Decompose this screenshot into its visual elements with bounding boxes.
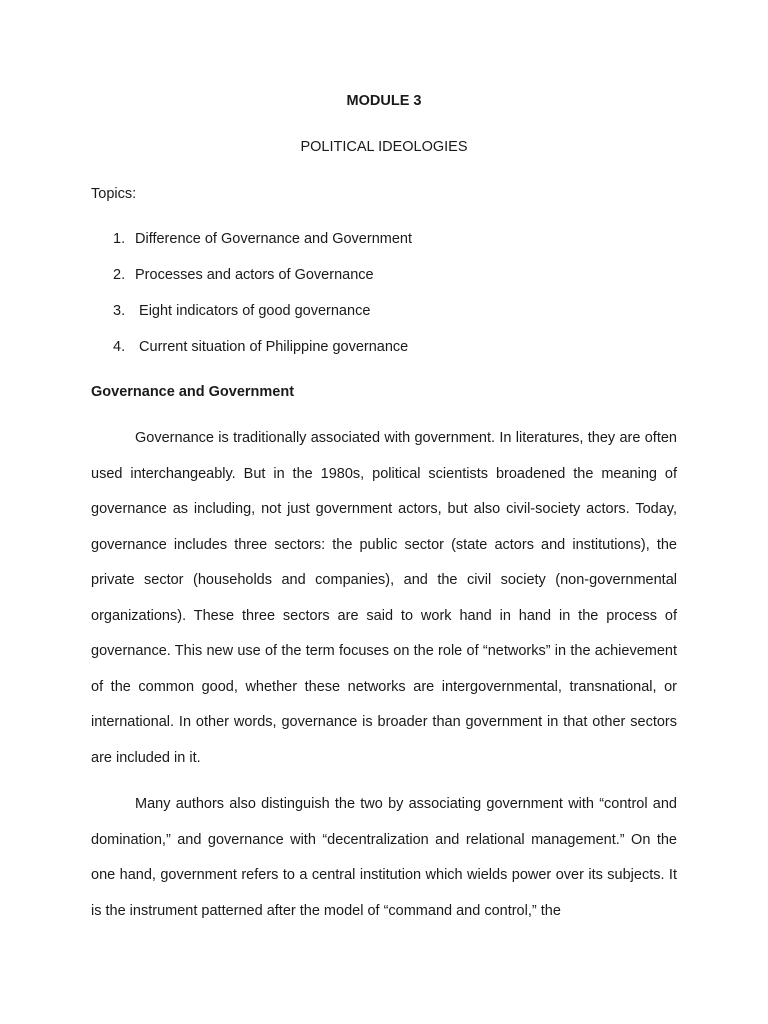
topic-number: 3. — [113, 303, 126, 319]
body-paragraph — [91, 421, 677, 776]
topic-text: Difference of Governance and Government — [135, 231, 413, 247]
topic-text: Processes and actors of Governance — [135, 267, 374, 283]
topic-text: Eight indicators of good governance — [135, 303, 371, 319]
topic-item — [113, 303, 370, 319]
topic-item — [113, 231, 412, 247]
module-title: MODULE 3 — [346, 93, 422, 109]
topics-label: Topics: — [91, 186, 137, 202]
paragraph-text: Governance is traditionally associated with government. In literatures, they are often used interchangeably. But in the 1980s, political scientists broadened the meaning of governance as including, not just government actors, but also civil-society actors. Today, governance includes three sectors: the public sector (state actors and institutions), the private sector (households and companies), and the civil society (non-governmental organizations). These three sectors are said to work hand in hand in the process of governance. This new use of the term focuses on the role of “networks” in the achievement of the common good, whether these networks are intergovernmental, transnational, or international. In other words, governance is broader than government in that other sectors are included in it. — [91, 430, 677, 766]
topic-number: 4. — [113, 339, 126, 355]
topic-item — [113, 339, 408, 355]
paragraph-text: Many authors also distinguish the two by associating government with “control and domination,” and governance with “decentralization and relational management.” On the one hand, government refers to a central institution which wields power over its subjects. It is the instrument patterned after the model of “command and control,” the — [91, 796, 677, 919]
topic-item — [113, 267, 374, 283]
module-subtitle: POLITICAL IDEOLOGIES — [300, 139, 468, 155]
topic-number: 2. — [113, 267, 126, 283]
topic-number: 1. — [113, 231, 126, 247]
section-heading: Governance and Government — [91, 384, 295, 400]
body-paragraph — [91, 787, 677, 929]
topic-text: Current situation of Philippine governance — [135, 339, 409, 355]
